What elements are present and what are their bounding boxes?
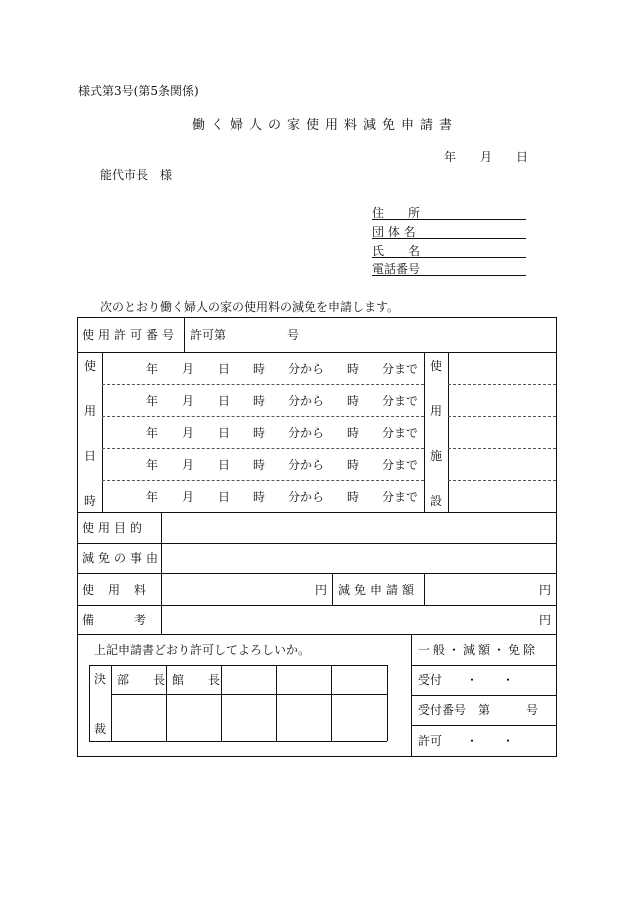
- facility-field[interactable]: [450, 482, 554, 510]
- usage-date-unit: 月: [182, 490, 195, 504]
- received-date: 受付 ・ ・: [418, 673, 515, 687]
- date-day: 日: [516, 150, 529, 164]
- usage-date-unit: 時: [253, 394, 266, 408]
- date-month: 月: [480, 150, 493, 164]
- usage-date-unit: 年: [146, 426, 159, 440]
- group-field[interactable]: [372, 222, 526, 239]
- facility-field[interactable]: [450, 386, 554, 414]
- remarks-field[interactable]: [163, 607, 533, 633]
- usage-date-unit: 分まで: [382, 362, 419, 376]
- facility-label-1: 使: [430, 359, 443, 373]
- usage-date-unit: 月: [182, 458, 195, 472]
- kessai-label-1: 決: [94, 672, 107, 686]
- usage-date-unit: 分まで: [382, 394, 419, 408]
- reduction-amount-field[interactable]: [426, 575, 536, 603]
- received-number: 受付番号 第 号: [418, 703, 539, 717]
- usage-date-label-1: 使: [84, 359, 97, 373]
- usage-date-unit: 時: [253, 362, 266, 376]
- usage-date-unit: 分から: [288, 490, 325, 504]
- usage-date-unit: 年: [146, 458, 159, 472]
- usage-date-unit: 分まで: [382, 426, 419, 440]
- kessai-label-2: 裁: [94, 722, 107, 736]
- facility-label-2: 用: [430, 404, 443, 418]
- usage-date-unit: 時: [347, 458, 360, 472]
- usage-date-label-3: 日: [84, 449, 97, 463]
- addressee: 能代市長 様: [100, 168, 173, 182]
- usage-date-unit: 時: [347, 426, 360, 440]
- purpose-label: 使用目的: [82, 521, 147, 535]
- usage-date-unit: 年: [146, 490, 159, 504]
- phone-field[interactable]: [372, 259, 526, 276]
- permit-label: 使用許可番号: [82, 328, 179, 342]
- usage-date-unit: 時: [253, 458, 266, 472]
- name-field[interactable]: [372, 241, 526, 258]
- usage-date-unit: 月: [182, 394, 195, 408]
- page-title: 働く婦人の家使用料減免申請書: [192, 118, 459, 133]
- address-label: 住 所: [372, 206, 421, 220]
- category-options: 一般・減額・免除: [418, 643, 539, 657]
- permit-suffix: 号: [287, 328, 300, 342]
- remarks-label: 備考: [82, 613, 187, 627]
- date-year: 年: [444, 150, 457, 164]
- form-number: 様式第3号(第5条関係): [78, 84, 199, 98]
- facility-label-3: 施: [430, 449, 443, 463]
- permit-number-field[interactable]: [232, 320, 282, 348]
- facility-label-4: 設: [430, 494, 443, 508]
- approval-question: 上記申請書どおり許可してよろしいか。: [94, 643, 311, 657]
- fee-unit: 円: [315, 583, 328, 597]
- usage-date-unit: 時: [347, 362, 360, 376]
- usage-date-label-4: 時: [84, 494, 97, 508]
- permit-prefix: 許可第: [190, 328, 227, 342]
- fee-label: 使用料: [82, 583, 161, 597]
- usage-date-unit: 月: [182, 362, 195, 376]
- usage-date-unit: 日: [218, 426, 231, 440]
- usage-date-unit: 時: [347, 490, 360, 504]
- usage-date-unit: 分から: [288, 458, 325, 472]
- phone-label: 電話番号: [372, 262, 421, 276]
- usage-date-unit: 分から: [288, 394, 325, 408]
- purpose-field[interactable]: [163, 514, 555, 542]
- kancho-label: 館 長: [172, 673, 221, 687]
- usage-date-unit: 日: [218, 362, 231, 376]
- usage-date-unit: 日: [218, 490, 231, 504]
- reduction-label: 減免申請額: [338, 583, 419, 597]
- remarks-unit: 円: [539, 613, 552, 627]
- usage-date-unit: 分から: [288, 362, 325, 376]
- usage-date-unit: 時: [253, 426, 266, 440]
- fee-amount-field[interactable]: [163, 575, 313, 603]
- facility-field[interactable]: [450, 354, 554, 382]
- usage-date-unit: 分から: [288, 426, 325, 440]
- usage-date-unit: 時: [347, 394, 360, 408]
- usage-date-unit: 分まで: [382, 458, 419, 472]
- facility-field[interactable]: [450, 418, 554, 446]
- group-label: 団 体 名: [372, 225, 416, 239]
- permit-date: 許可 ・ ・: [418, 734, 515, 748]
- facility-field[interactable]: [450, 450, 554, 478]
- usage-date-unit: 月: [182, 426, 195, 440]
- usage-date-label-2: 用: [84, 404, 97, 418]
- reason-label: 減免の事由: [82, 551, 163, 565]
- usage-date-unit: 年: [146, 362, 159, 376]
- usage-date-unit: 日: [218, 394, 231, 408]
- reason-field[interactable]: [163, 545, 555, 572]
- usage-date-unit: 分まで: [382, 490, 419, 504]
- reduction-unit: 円: [539, 583, 552, 597]
- intro-text: 次のとおり働く婦人の家の使用料の減免を申請します。: [100, 300, 400, 314]
- name-label: 氏 名: [372, 244, 421, 258]
- address-field[interactable]: [372, 203, 526, 220]
- usage-date-unit: 時: [253, 490, 266, 504]
- usage-date-unit: 年: [146, 394, 159, 408]
- bucho-label: 部 長: [117, 673, 166, 687]
- usage-date-unit: 日: [218, 458, 231, 472]
